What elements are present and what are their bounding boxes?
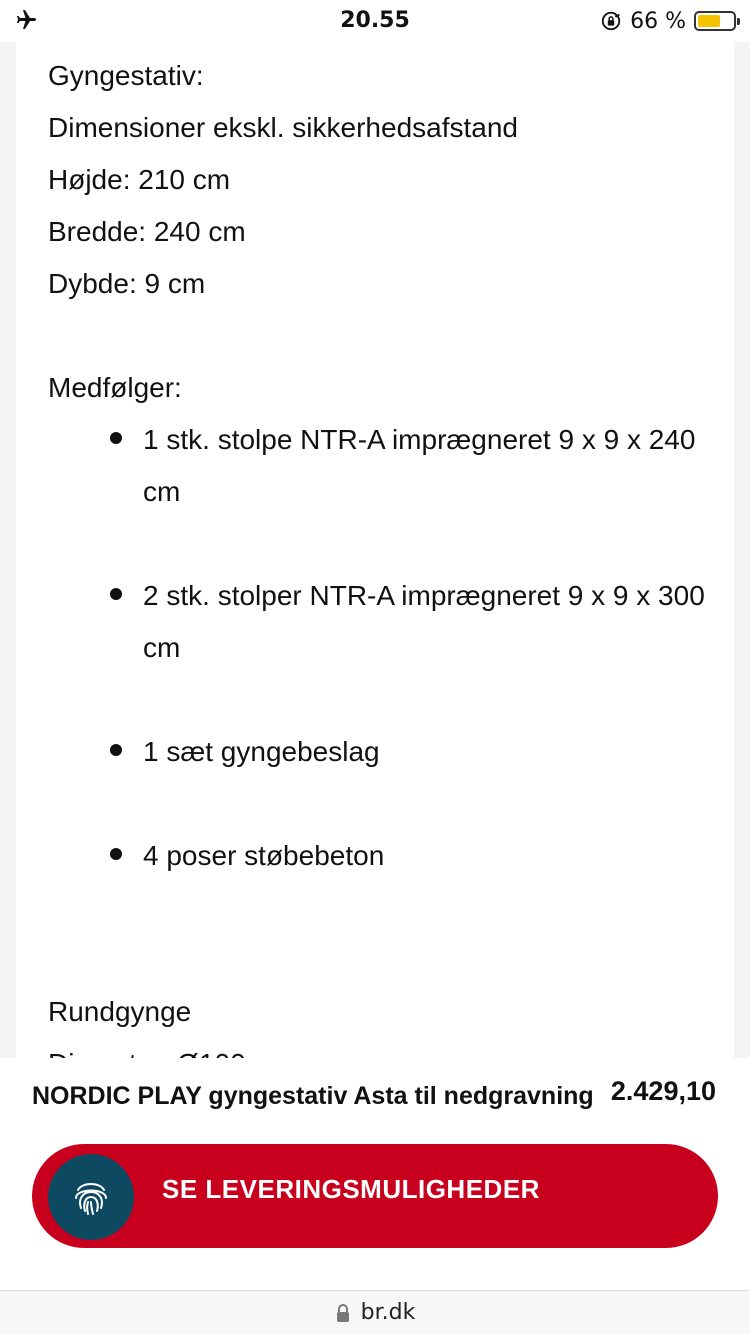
- delivery-options-button[interactable]: [32, 1144, 718, 1248]
- battery-icon: [694, 11, 736, 31]
- product-name: NORDIC PLAY gyngestativ Asta til nedgravning: [32, 1082, 594, 1110]
- height-spec: Højde: 210 cm: [48, 164, 231, 195]
- lock-icon: [335, 1303, 351, 1323]
- sticky-product-bar: [0, 1058, 750, 1290]
- product-description: [16, 42, 734, 1058]
- status-bar: [0, 0, 750, 42]
- bullet-dot: [110, 744, 122, 756]
- section-title-swingset: Gyngestativ:: [48, 60, 204, 91]
- included-item: 2 stk. stolper NTR-A imprægneret 9 x 9 x 300 cm: [143, 580, 705, 663]
- bullet-dot: [110, 848, 122, 860]
- section-title-round-swing: Rundgynge: [48, 996, 192, 1027]
- url-bar[interactable]: [0, 1290, 750, 1334]
- dimensions-label: Dimensioner ekskl. sikkerhedsafstand: [48, 112, 518, 143]
- depth-spec: Dybde: 9 cm: [48, 268, 206, 299]
- included-item: 1 stk. stolpe NTR-A imprægneret 9 x 9 x 240 cm: [143, 424, 696, 507]
- orientation-lock-icon: [600, 10, 622, 32]
- battery-tip: [737, 18, 740, 25]
- fingerprint-icon: [70, 1176, 112, 1218]
- included-item: 4 poser støbebeton: [143, 840, 385, 871]
- url-domain: br.dk: [360, 1300, 416, 1325]
- battery-percent: 66 %: [630, 8, 686, 34]
- status-right-group: [600, 8, 736, 34]
- included-title: Medfølger:: [48, 372, 182, 403]
- included-item: 1 sæt gyngebeslag: [143, 736, 380, 767]
- delivery-options-label: SE LEVERINGSMULIGHEDER: [162, 1174, 540, 1204]
- bullet-dot: [110, 432, 122, 444]
- bullet-dot: [110, 588, 122, 600]
- width-spec: Bredde: 240 cm: [48, 216, 246, 247]
- fingerprint-badge: [48, 1154, 134, 1240]
- product-price: 2.429,10: [610, 1076, 716, 1106]
- battery-level: [698, 15, 720, 27]
- status-time: 20.55: [340, 8, 410, 33]
